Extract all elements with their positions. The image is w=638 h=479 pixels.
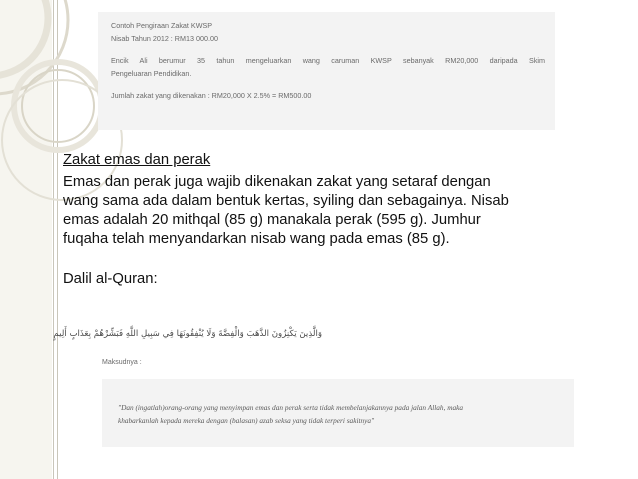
maksud-label: Maksudnya : [102, 359, 142, 366]
quran-verse-arabic: وَالَّذِينَ يَكْنِزُونَ الذَّهَبَ وَالْفِضَّةَ وَلَا يُنْفِقُونَهَا فِي سَبِيلِ اللَّهِ فَبَشِّرْهُمْ بِعَذَابٍ أَلِيمٍ [53, 329, 322, 339]
body-line: Emas dan perak juga wajib dikenakan zakat yang setaraf dengan [63, 174, 491, 190]
nisab-value: Nisab Tahun 2012 : RM13 000.00 [111, 34, 218, 43]
section-body [63, 173, 583, 249]
example-description-continued: Pengeluaran Pendidikan. [111, 69, 192, 78]
kwsp-zakat-example-card [98, 12, 555, 130]
body-line: fuqaha telah menyandarkan nisab wang pada emas (85 g). [63, 231, 450, 247]
translation-card [102, 379, 574, 447]
body-line: wang sama ada dalam bentuk kertas, syiling dan sebagainya. Nisab [63, 193, 509, 209]
translation-line: khabarkanlah kepada mereka dengan (balasan) azab seksa yang tidak terperi sakitnya" [118, 416, 375, 425]
translation-line: "Dan (ingatlah)orang-orang yang menyimpan emas dan perak serta tidak membelanjakannya pada jalan Allah, maka [118, 403, 464, 412]
main-section [63, 151, 583, 289]
example-description: Encik Ali berumur 35 tahun mengeluarkan wang caruman KWSP sebanyak RM20,000 daripada Skim [111, 56, 545, 65]
example-title: Contoh Pengiraan Zakat KWSP [111, 21, 213, 30]
section-heading: Zakat emas dan perak [63, 152, 211, 168]
body-line: emas adalah 20 mithqal (85 g) manakala perak (595 g). Jumhur [63, 212, 481, 228]
dalil-label: Dalil al-Quran: [63, 271, 158, 287]
zakat-calculation: Jumlah zakat yang dikenakan : RM20,000 X 2.5% = RM500.00 [111, 91, 312, 100]
